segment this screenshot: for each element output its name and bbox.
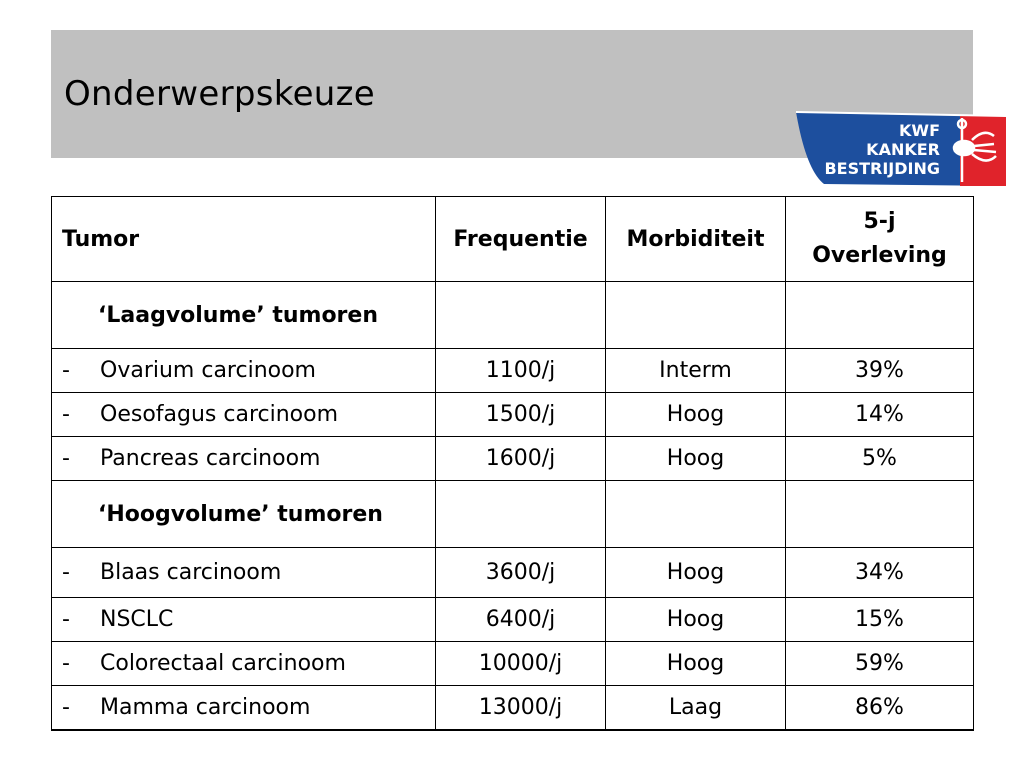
logo-line-3: BESTRIJDING — [824, 159, 940, 178]
list-dash: - — [62, 651, 70, 676]
table-row — [52, 686, 974, 730]
tumor-name: Colorectaal carcinoom — [100, 651, 346, 676]
list-dash: - — [62, 560, 70, 585]
table-row — [52, 548, 974, 598]
frequentie-cell: 13000/j — [436, 686, 606, 730]
tumor-name: Pancreas carcinoom — [100, 446, 321, 471]
tumor-name: Mamma carcinoom — [100, 694, 311, 720]
table-row — [52, 642, 974, 686]
group-row — [52, 481, 974, 548]
header-overleving-line2: Overleving — [812, 243, 947, 268]
header-morbiditeit: Morbiditeit — [606, 197, 786, 282]
header-frequentie: Frequentie — [436, 197, 606, 282]
tumor-cell — [52, 598, 436, 642]
group-label: ‘Hoogvolume’ tumoren — [52, 481, 436, 548]
frequentie-cell: 1500/j — [436, 393, 606, 437]
morbiditeit-cell: Interm — [606, 349, 786, 393]
frequentie-cell: 10000/j — [436, 642, 606, 686]
logo-line-1: KWF — [899, 121, 940, 140]
slide-title: Onderwerpskeuze — [64, 74, 375, 114]
overleving-cell: 15% — [786, 598, 974, 642]
header-overleving — [786, 197, 974, 282]
table-row — [52, 598, 974, 642]
overleving-cell: 5% — [786, 437, 974, 481]
list-dash: - — [62, 694, 70, 720]
overleving-cell: 34% — [786, 548, 974, 598]
list-dash: - — [62, 358, 70, 383]
table-row — [52, 393, 974, 437]
tumor-cell — [52, 437, 436, 481]
kwf-logo — [794, 110, 1006, 186]
overleving-cell: 86% — [786, 686, 974, 730]
overleving-cell: 14% — [786, 393, 974, 437]
tumor-cell — [52, 548, 436, 598]
frequentie-cell: 6400/j — [436, 598, 606, 642]
empty-cell — [436, 481, 606, 548]
tumor-cell — [52, 642, 436, 686]
empty-cell — [436, 282, 606, 349]
list-dash: - — [62, 446, 70, 471]
empty-cell — [606, 481, 786, 548]
tumor-table — [51, 196, 974, 731]
morbiditeit-cell: Laag — [606, 686, 786, 730]
morbiditeit-cell: Hoog — [606, 598, 786, 642]
table-row — [52, 349, 974, 393]
overleving-cell: 59% — [786, 642, 974, 686]
morbiditeit-cell: Hoog — [606, 548, 786, 598]
empty-cell — [786, 481, 974, 548]
frequentie-cell: 1100/j — [436, 349, 606, 393]
logo-line-2: KANKER — [866, 140, 940, 159]
table-row — [52, 437, 974, 481]
tumor-name: Ovarium carcinoom — [100, 358, 316, 383]
tumor-cell — [52, 349, 436, 393]
group-row — [52, 282, 974, 349]
morbiditeit-cell: Hoog — [606, 642, 786, 686]
table-header-row — [52, 197, 974, 282]
header-overleving-line1: 5-j — [863, 209, 896, 234]
tumor-name: Blaas carcinoom — [100, 560, 282, 585]
list-dash: - — [62, 402, 70, 427]
tumor-cell — [52, 686, 436, 730]
empty-cell — [786, 282, 974, 349]
frequentie-cell: 3600/j — [436, 548, 606, 598]
frequentie-cell: 1600/j — [436, 437, 606, 481]
empty-cell — [606, 282, 786, 349]
tumor-name: Oesofagus carcinoom — [100, 402, 339, 427]
morbiditeit-cell: Hoog — [606, 393, 786, 437]
group-label: ‘Laagvolume’ tumoren — [52, 282, 436, 349]
tumor-name: NSCLC — [100, 607, 174, 632]
overleving-cell: 39% — [786, 349, 974, 393]
tumor-cell — [52, 393, 436, 437]
header-tumor: Tumor — [52, 197, 436, 282]
list-dash: - — [62, 607, 70, 632]
morbiditeit-cell: Hoog — [606, 437, 786, 481]
